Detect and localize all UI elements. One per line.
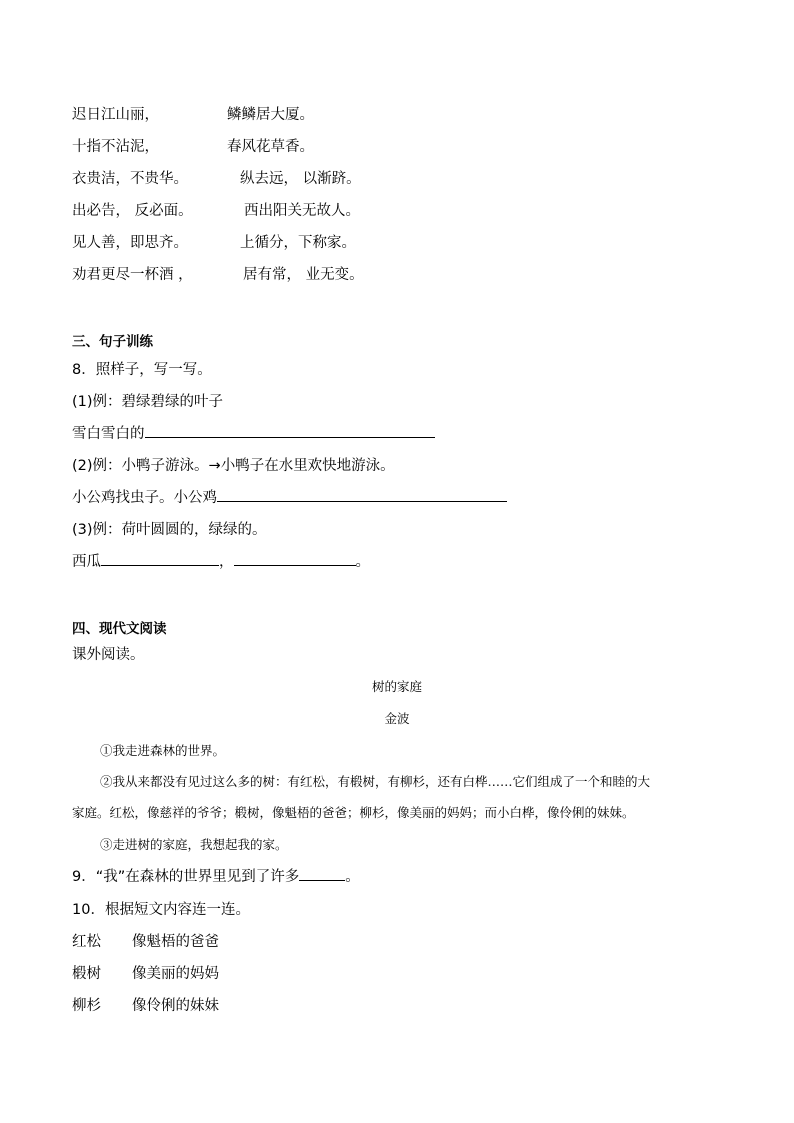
answer-2-blank[interactable] bbox=[217, 487, 507, 502]
article-author: 金波 bbox=[384, 711, 410, 726]
pair-right-1: 鳞鳞居大厦。 bbox=[227, 107, 314, 123]
question-9-end: 。 bbox=[345, 869, 360, 885]
answer-3-blank-b[interactable] bbox=[234, 551, 356, 566]
pair-left-6: 劝君更尽一杯酒 ， bbox=[72, 267, 193, 283]
match-left-2[interactable]: 椴树 bbox=[72, 966, 101, 982]
example-2: (2)例：小鸭子游泳。→小鸭子在水里欢快地游泳。 bbox=[72, 458, 395, 474]
paragraph-3: ③走进树的家庭，我想起我的家。 bbox=[100, 837, 288, 852]
pair-left-5: 见人善，即思齐。 bbox=[72, 235, 188, 251]
question-10: 10．根据短文内容连一连。 bbox=[72, 902, 250, 918]
answer-3-blank-a[interactable] bbox=[101, 551, 219, 566]
pair-right-4: 西出阳关无故人。 bbox=[244, 203, 360, 219]
match-left-3[interactable]: 柳杉 bbox=[72, 998, 101, 1014]
match-right-2[interactable]: 像美丽的妈妈 bbox=[132, 966, 219, 982]
answer-3-end: 。 bbox=[355, 554, 370, 570]
pair-right-6: 居有常， 业无变。 bbox=[243, 267, 364, 283]
answer-3-prefix: 西瓜 bbox=[72, 554, 101, 570]
pair-right-5: 上循分，下称家。 bbox=[240, 235, 356, 251]
pair-left-4: 出必告， 反必面。 bbox=[72, 203, 193, 219]
answer-3-comma: ， bbox=[219, 554, 234, 570]
match-right-3[interactable]: 像伶俐的妹妹 bbox=[132, 998, 219, 1014]
reading-intro: 课外阅读。 bbox=[72, 647, 145, 663]
paragraph-1: ①我走进森林的世界。 bbox=[100, 743, 226, 758]
paragraph-2-line-2: 家庭。红松，像慈祥的爷爷；椴树，像魁梧的爸爸；柳杉，像美丽的妈妈；而小白桦，像伶俐的妹妹。 bbox=[72, 805, 635, 820]
question-8: 8．照样子，写一写。 bbox=[72, 362, 212, 378]
pair-left-2: 十指不沾泥， bbox=[72, 139, 159, 155]
section3-heading: 三、句子训练 bbox=[72, 334, 153, 350]
article-title: 树的家庭 bbox=[371, 679, 422, 694]
answer-1-blank[interactable] bbox=[145, 423, 435, 438]
answer-2-prefix: 小公鸡找虫子。小公鸡 bbox=[72, 490, 217, 506]
answer-1-prefix: 雪白雪白的 bbox=[72, 426, 145, 442]
pair-left-3: 衣贵洁，不贵华。 bbox=[72, 171, 188, 187]
paragraph-2-line-1: ②我从来都没有见过这么多的树：有红松，有椴树，有柳杉，还有白桦……它们组成了一个和睦的大 bbox=[100, 774, 651, 789]
question-9-blank[interactable] bbox=[299, 866, 345, 881]
answer-line-3 bbox=[72, 550, 370, 571]
section4-heading: 四、现代文阅读 bbox=[72, 621, 167, 637]
pair-right-2: 春风花草香。 bbox=[227, 139, 314, 155]
question-9 bbox=[72, 865, 360, 886]
pair-right-3: 纵去远， 以渐跻。 bbox=[240, 171, 361, 187]
question-9-prefix: 9．“我”在森林的世界里见到了许多 bbox=[72, 869, 300, 885]
match-left-1[interactable]: 红松 bbox=[72, 934, 101, 950]
example-1: (1)例：碧绿碧绿的叶子 bbox=[72, 394, 224, 410]
match-right-1[interactable]: 像魁梧的爸爸 bbox=[132, 934, 219, 950]
answer-line-1 bbox=[72, 422, 435, 443]
pair-left-1: 迟日江山丽， bbox=[72, 107, 159, 123]
example-3: (3)例：荷叶圆圆的，绿绿的。 bbox=[72, 522, 267, 538]
answer-line-2 bbox=[72, 486, 507, 507]
